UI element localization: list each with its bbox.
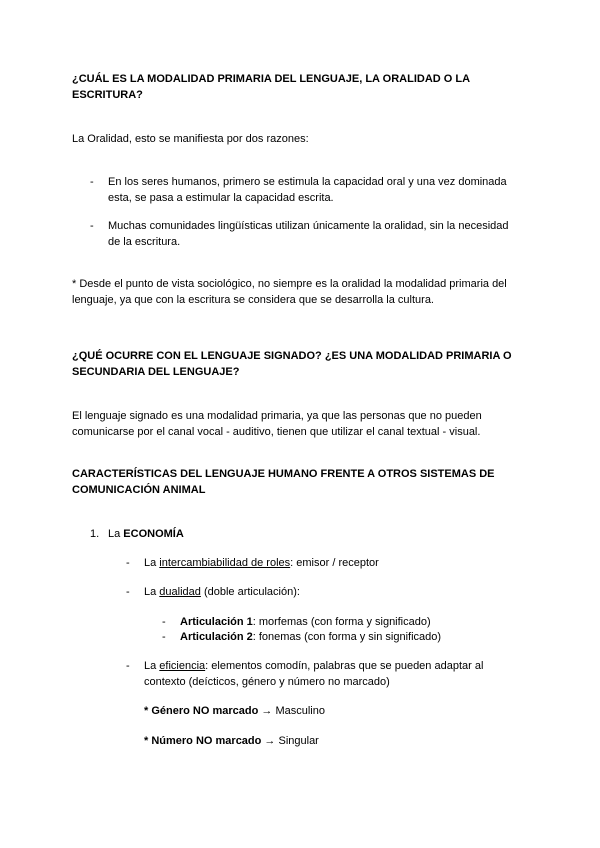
list-item-dualidad [144,584,524,600]
item-rest: : emisor / receptor [290,557,379,569]
sub-bullet-dash: - [162,631,166,643]
note-term: * Género NO marcado [144,705,259,717]
heading-caracteristicas: CARACTERÍSTICAS DEL LENGUAJE HUMANO FRENTE A OTROS SISTEMAS DE COMUNICACIÓN ANIMAL [72,468,495,496]
bullet-item: Muchas comunidades lingüísticas utilizan únicamente la oralidad, sin la necesidad de la escritura. [108,220,509,248]
note-rest: → Singular [261,735,319,747]
bullet-dash: - [126,660,130,672]
numbered-item-economia [108,526,184,542]
body-lenguaje-signado: El lenguaje signado es una modalidad primaria, ya que las personas que no pueden comunicarse por el canal vocal - auditivo, tienen que utilizar el canal textual - visual. [72,410,482,438]
list-item-intercambiabilidad [144,555,524,571]
heading-modalidad-primaria: ¿CUÁL ES LA MODALIDAD PRIMARIA DEL LENGUAJE, LA ORALIDAD O LA ESCRITURA? [72,73,470,101]
note-rest: → Masculino [258,705,325,717]
item-term: eficiencia [159,660,206,672]
item-term: dualidad [159,586,201,598]
sub-item-articulacion-2 [180,629,530,645]
note-genero [144,703,514,719]
heading-lenguaje-signado: ¿QUÉ OCURRE CON EL LENGUAJE SIGNADO? ¿ES UNA MODALIDAD PRIMARIA O SECUNDARIA DEL LENGUAJE? [72,350,512,378]
numbered-marker: 1. [90,528,100,540]
sub-item-articulacion-1 [180,614,530,630]
bullet-dash: - [126,557,130,569]
bullet-dash: - [90,220,94,232]
sub-item-term: Articulación 1 [180,616,253,628]
list-item-eficiencia [144,658,514,690]
item-prefix: La [144,586,160,598]
bullet-item: En los seres humanos, primero se estimula la capacidad oral y una vez dominada esta, se pasa a estimular la capacidad escrita. [108,176,507,204]
sub-item-rest: : morfemas (con forma y significado) [252,616,431,628]
sub-item-term: Articulación 2 [180,631,253,643]
intro-oralidad: La Oralidad, esto se manifiesta por dos razones: [72,133,309,145]
bullet-dash: - [90,176,94,188]
item-prefix: La [144,660,160,672]
sub-item-rest: : fonemas (con forma y sin significado) [252,631,442,643]
item-prefix: La [144,557,160,569]
item-rest: : elementos comodín, palabras que se pueden adaptar al contexto (deícticos, género y número no marcado) [144,660,484,688]
item-term: intercambiabilidad de roles [159,557,291,569]
bullet-dash: - [126,586,130,598]
note-term: * Número NO marcado [144,735,262,747]
note-numero [144,733,514,749]
numbered-term: ECONOMÍA [123,528,184,540]
sub-bullet-dash: - [162,616,166,628]
numbered-prefix: La [108,528,124,540]
note-sociologico: * Desde el punto de vista sociológico, no siempre es la oralidad la modalidad primaria del lenguaje, ya que con la escritura se considera que se desarrolla la cultura. [72,278,507,306]
item-rest: (doble articulación): [200,586,300,598]
